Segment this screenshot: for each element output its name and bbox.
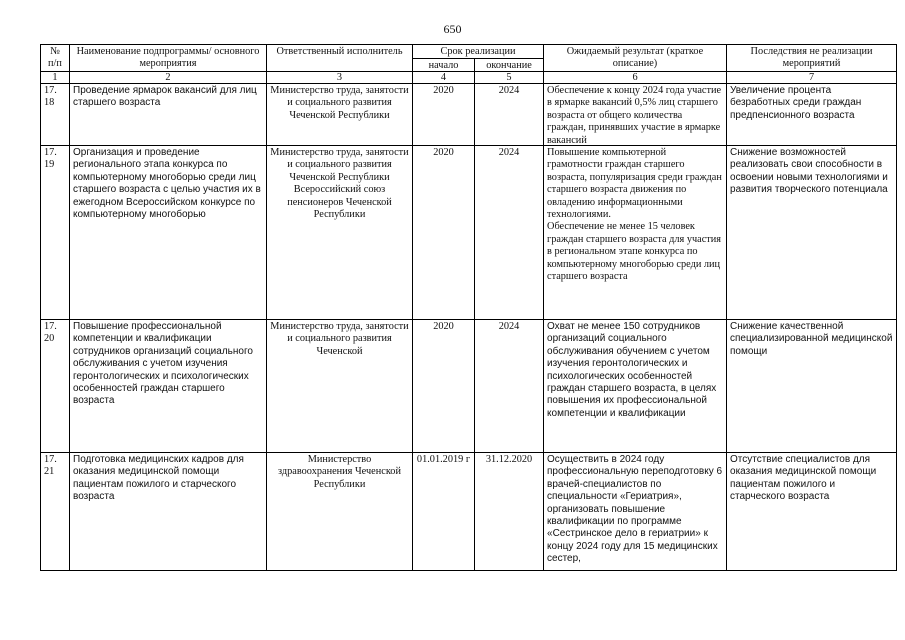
- responsible-executor: Министерство труда, занятости и социального развития Чеченской Республики: [267, 84, 413, 146]
- start-date: 2020: [413, 320, 475, 453]
- header-start: начало: [413, 58, 475, 72]
- column-number: 2: [70, 72, 267, 84]
- page-number: 650: [443, 22, 462, 36]
- end-date: 2024: [475, 320, 544, 453]
- measure-name: Проведение ярмарок вакансий для лиц старшего возраста: [70, 84, 267, 146]
- header-result: Ожидаемый результат (краткое описание): [544, 45, 727, 72]
- header-num: № п/п: [41, 45, 70, 72]
- header-consequences: Последствия не реализации мероприятий: [727, 45, 897, 72]
- header-end: окончание: [475, 58, 544, 72]
- program-table: [40, 44, 897, 571]
- measure-name: Организация и проведение регионального этапа конкурса по компьютерному многоборью среди лиц старшего возраста с целью участия их в ежегодном Всероссийском конкурсе по компьютерному многоборью: [70, 146, 267, 320]
- row-number: 17. 21: [41, 453, 70, 571]
- row-number: 17. 19: [41, 146, 70, 320]
- responsible-executor: Министерство здравоохранения Чеченской Республики: [267, 453, 413, 571]
- expected-result: Охват не менее 150 сотрудников организаций социального обслуживания обучением с учетом изучения геронтологических и психологических особенностей граждан старшего возраста, в целях повышения их профессиональной компетенции и квалификации: [544, 320, 727, 453]
- column-number: 5: [475, 72, 544, 84]
- responsible-executor: Министерство труда, занятости и социального развития Чеченской Республики Всероссийский союз пенсионеров Чеченской Республики: [267, 146, 413, 320]
- start-date: 2020: [413, 84, 475, 146]
- table-row: [41, 84, 897, 146]
- header-responsible: Ответственный исполнитель: [267, 45, 413, 72]
- header-name: Наименование подпрограммы/ основного мероприятия: [70, 45, 267, 72]
- end-date: 31.12.2020: [475, 453, 544, 571]
- column-number: 6: [544, 72, 727, 84]
- measure-name: Повышение профессиональной компетенции и квалификации сотрудников организаций социального обслуживания с учетом изучения геронтологических и психологических особенностей граждан старшего возраста: [70, 320, 267, 453]
- expected-result: Осуществить в 2024 году профессиональную переподготовку 6 врачей-специалистов по специальности «Гериатрия», организовать повышение квалификации по программе «Сестринское дело в гериатрии» к концу 2024 году для 15 медицинских сестер,: [544, 453, 727, 571]
- row-number: 17. 18: [41, 84, 70, 146]
- table-row: [41, 453, 897, 571]
- table-row: [41, 320, 897, 453]
- expected-result: Повышение компьютерной грамотности граждан старшего возраста, популяризация среди граждан старшего возраста движения по овладению информационными технологиями. Обеспечение не менее 15 человек граждан старшего возраста для участия в региональном этапе конкурса по компьютерному многоборью среди лиц старшего возраста: [544, 146, 727, 320]
- consequences: Снижение качественной специализированной медицинской помощи: [727, 320, 897, 453]
- responsible-executor: Министерство труда, занятости и социального развития Чеченской: [267, 320, 413, 453]
- consequences: Снижение возможностей реализовать свои способности в освоении новыми технологиями и развития творческого потенциала: [727, 146, 897, 320]
- column-number: 7: [727, 72, 897, 84]
- start-date: 2020: [413, 146, 475, 320]
- row-number: 17. 20: [41, 320, 70, 453]
- column-number: 1: [41, 72, 70, 84]
- start-date: 01.01.2019 г: [413, 453, 475, 571]
- column-number: 3: [267, 72, 413, 84]
- end-date: 2024: [475, 84, 544, 146]
- column-number: 4: [413, 72, 475, 84]
- expected-result: Обеспечение к концу 2024 года участие в ярмарке вакансий 0,5% лиц старшего возраста от общего количества граждан, принявших участие в ярмарке вакансий: [544, 84, 727, 146]
- table-row: [41, 146, 897, 320]
- consequences: Увеличение процента безработных среди граждан предпенсионного возраста: [727, 84, 897, 146]
- measure-name: Подготовка медицинских кадров для оказания медицинской помощи пациентам пожилого и старческого возраста: [70, 453, 267, 571]
- column-numbers-row: [41, 72, 897, 84]
- end-date: 2024: [475, 146, 544, 320]
- header-period: Срок реализации: [413, 45, 544, 59]
- consequences: Отсутствие специалистов для оказания медицинской помощи пациентам пожилого и старческого возраста: [727, 453, 897, 571]
